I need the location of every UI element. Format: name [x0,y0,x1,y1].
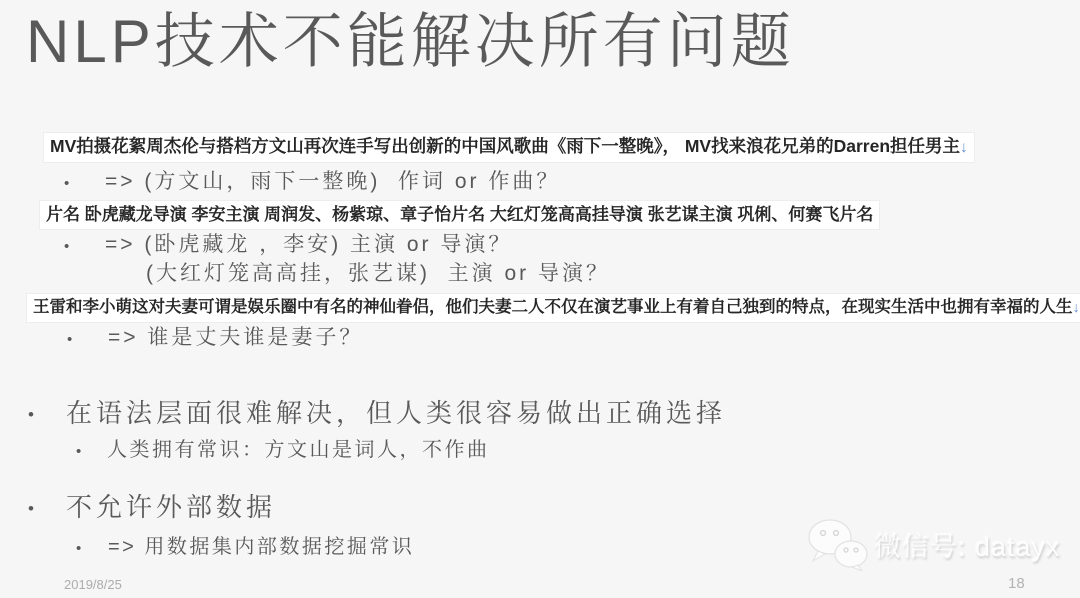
bullet-icon: • [67,331,73,348]
bullet-icon: • [64,175,70,192]
source-snippet-3-text: 王雷和李小萌这对夫妻可谓是娱乐圈中有名的神仙眷侣，他们夫妻二人不仅在演艺事业上有着自己独到的特点，在现实生活中也拥有幸福的人生 [33,298,1073,316]
page-number: 18 [1008,575,1025,592]
point-grammar: 在语法层面很难解决，但人类很容易做出正确选择 [66,398,727,428]
example-3-answer: => 谁是丈夫谁是妻子？ [108,326,364,349]
bullet-icon: • [76,540,82,557]
point-grammar-sub: 人类拥有常识：方文山是词人，不作曲 [107,439,490,461]
slide-title: NLP技术不能解决所有问题 [26,8,795,75]
bullet-icon: • [64,238,70,255]
bullet-icon: • [76,443,82,460]
bullet-icon: • [28,405,34,424]
source-snippet-1 [44,133,974,162]
down-arrow-icon: ↓ [960,139,968,156]
example-1-answer: => (方文山，雨下一整晚) 作词 or 作曲？ [105,170,561,193]
example-2-answer-line1: => (卧虎藏龙 ，李安) 主演 or 导演？ [105,233,513,256]
wechat-id-label: 微信号: datayx [874,531,1061,562]
point-external-data: 不允许外部数据 [66,492,277,522]
source-snippet-2 [40,201,879,229]
example-2-answer-line2: (大红灯笼高高挂，张艺谋) 主演 or 导演？ [146,262,610,285]
point-external-data-sub: => 用数据集内部数据挖掘常识 [108,536,415,558]
wechat-watermark [806,517,1061,571]
source-snippet-3 [27,294,1080,322]
bullet-icon: • [28,499,34,518]
down-arrow-icon: ↓ [1072,300,1080,316]
slide-date: 2019/8/25 [64,577,122,592]
wechat-logo-icon [806,517,870,571]
source-snippet-2-text: 片名 卧虎藏龙导演 李安主演 周润发、杨紫琼、章子怡片名 大红灯笼高高挂导演 张艺谋主演 巩俐、何赛飞片名 [46,205,874,224]
source-snippet-1-text: MV拍摄花絮周杰伦与搭档方文山再次连手写出创新的中国风歌曲《雨下一整晚》， MV找来浪花兄弟的Darren担任男主 [50,136,961,156]
